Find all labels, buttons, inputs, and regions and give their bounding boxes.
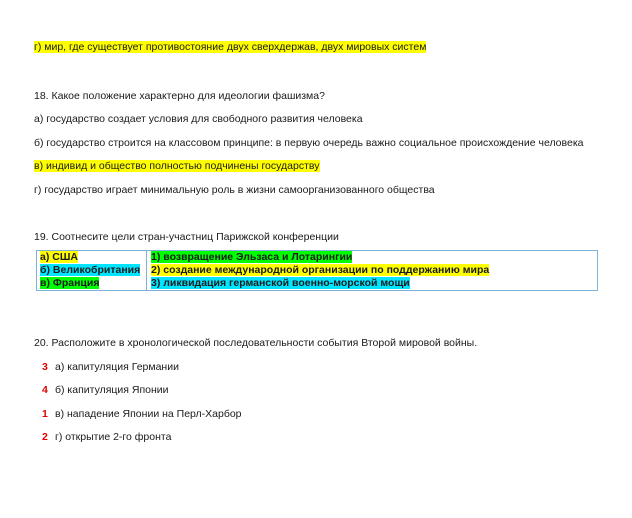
q20-item-text: в) нападение Японии на Перл-Харбор [55,408,242,420]
match-right-cell [147,251,598,265]
q20-title: 20. Расположите в хронологической последовательности события Второй мировой войны. [34,337,478,349]
match-left-uk: б) Великобритания [40,264,141,276]
q19-match-table [36,250,598,291]
q18-option-v [34,160,320,173]
q17-option-g-text: г) мир, где существует противостояние двух сверхдержав, двух мировых систем [34,41,427,53]
match-left-cell [37,277,147,291]
match-left-france: в) Франция [40,277,100,289]
q20-item [42,361,179,374]
match-right-3: 3) ликвидация германской военно-морской мощи [151,277,410,289]
q18-option-a: а) государство создает условия для свободного развития человека [34,113,363,125]
match-right-2: 2) создание международной организации по поддержанию мира [151,264,490,276]
order-number: 4 [42,384,48,396]
q17-option-g [34,41,426,54]
match-right-1: 1) возвращение Эльзаса и Лотарингии [151,251,353,263]
order-number: 2 [42,431,48,443]
q18-option-b: б) государство строится на классовом принципе: в первую очередь важно социальное происхождение человека [34,137,584,149]
q19-title: 19. Соотнесите цели стран-участниц Парижской конференции [34,231,339,243]
q18-title: 18. Какое положение характерно для идеологии фашизма? [34,90,325,102]
match-row [37,264,598,277]
match-left-cell [37,251,147,265]
match-left-usa: а) США [40,251,78,263]
order-number: 3 [42,361,48,373]
match-right-cell [147,277,598,291]
q20-item-text: б) капитуляция Японии [55,384,169,396]
match-left-cell [37,264,147,277]
match-right-cell [147,264,598,277]
q18-option-g: г) государство играет минимальную роль в жизни самоорганизованного общества [34,184,435,196]
q20-item-text: а) капитуляция Германии [55,361,179,373]
q20-item [42,431,171,444]
q20-item [42,384,169,397]
q20-item-text: г) открытие 2-го фронта [55,431,172,443]
q18-option-v-text: в) индивид и общество полностью подчинены государству [34,160,320,172]
match-row [37,277,598,291]
q20-item [42,408,242,421]
match-row [37,251,598,265]
order-number: 1 [42,408,48,420]
